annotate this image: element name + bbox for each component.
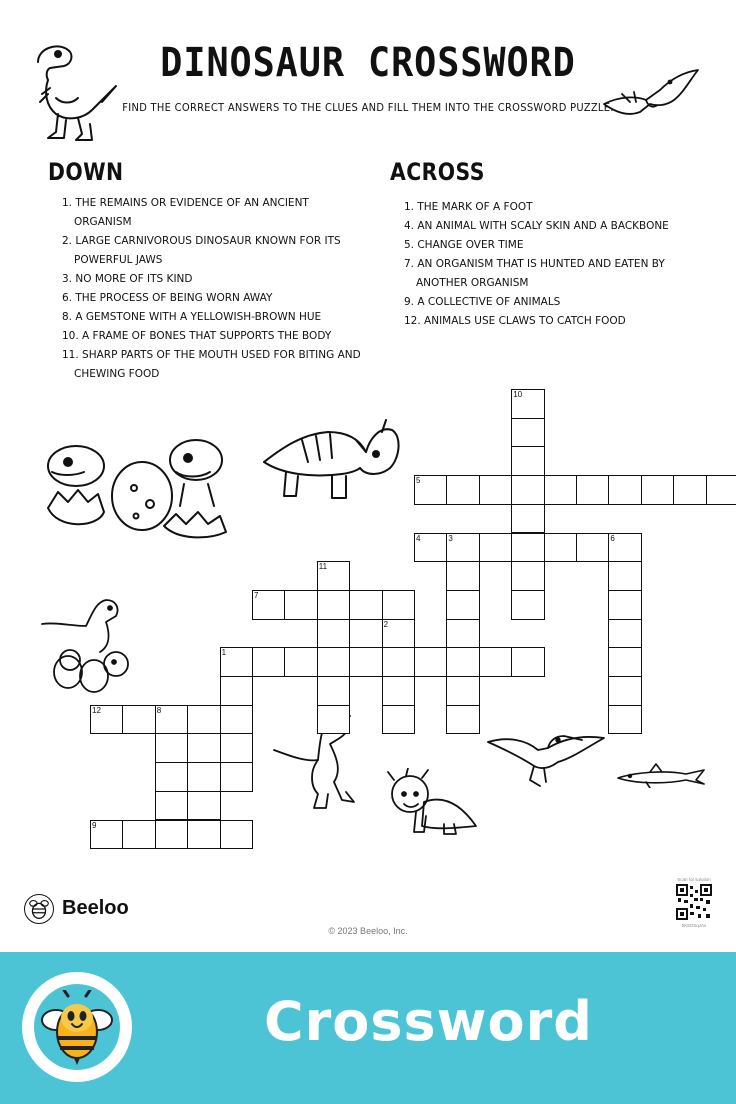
triceratops-illustration	[262, 418, 404, 502]
baby-triceratops-illustration	[386, 768, 480, 838]
crossword-cell[interactable]	[220, 705, 253, 735]
crossword-cell[interactable]	[382, 705, 415, 735]
crossword-cell[interactable]	[122, 820, 155, 850]
crossword-cell[interactable]	[317, 647, 350, 677]
clue-number: 8	[156, 705, 162, 715]
crossword-cell[interactable]	[608, 475, 641, 505]
crossword-cell[interactable]	[511, 418, 544, 448]
fish-reptile-illustration	[616, 760, 706, 788]
crossword-cell[interactable]	[155, 820, 188, 850]
crossword-cell[interactable]	[576, 475, 609, 505]
crossword-cell[interactable]	[382, 647, 415, 677]
bee-icon	[40, 990, 114, 1066]
crossword-cell[interactable]	[706, 475, 736, 505]
clue-number: 1	[221, 648, 227, 658]
down-clue: 10. A FRAME OF BONES THAT SUPPORTS THE BODY	[62, 330, 332, 342]
crossword-cell[interactable]	[382, 590, 415, 620]
crossword-cell[interactable]	[511, 590, 544, 620]
crossword-cell[interactable]	[446, 705, 479, 735]
crossword-cell[interactable]	[155, 733, 188, 763]
crossword-cell[interactable]	[382, 676, 415, 706]
clue-number: 3	[448, 533, 453, 543]
down-clue: 1. THE REMAINS OR EVIDENCE OF AN ANCIENT ORGANISM	[62, 197, 309, 228]
crossword-cell[interactable]	[349, 590, 382, 620]
crossword-cell[interactable]	[187, 820, 220, 850]
crossword-cell[interactable]	[479, 647, 512, 677]
clue-number: 2	[383, 619, 389, 629]
crossword-cell[interactable]	[479, 475, 512, 505]
crossword-cell[interactable]	[608, 590, 641, 620]
crossword-cell[interactable]	[673, 475, 706, 505]
crossword-cell[interactable]	[220, 820, 253, 850]
crossword-cell[interactable]	[220, 733, 253, 763]
crossword-cell[interactable]	[446, 647, 479, 677]
banner-label: Crossword	[264, 990, 593, 1053]
clue-number: 12	[92, 705, 101, 715]
down-clue: 3. NO MORE OF ITS KIND	[62, 273, 193, 285]
down-heading: DOWN	[48, 158, 124, 186]
crossword-cell[interactable]	[511, 504, 544, 534]
crossword-cell[interactable]	[187, 762, 220, 792]
crossword-cell[interactable]	[479, 533, 512, 563]
down-clue: 2. LARGE CARNIVOROUS DINOSAUR KNOWN FOR ITS POWERFUL JAWS	[62, 235, 341, 266]
across-clue: 7. AN ORGANISM THAT IS HUNTED AND EATEN BY ANOTHER ORGANISM	[404, 258, 665, 289]
crossword-cell[interactable]	[187, 791, 220, 821]
flying-pterodactyl-illustration	[486, 728, 606, 792]
crossword-cell[interactable]	[511, 561, 544, 591]
clue-number: 4	[416, 533, 421, 543]
crossword-cell[interactable]	[576, 533, 609, 563]
beeloo-logo-icon	[24, 894, 54, 924]
crossword-cell[interactable]	[511, 446, 544, 476]
crossword-cell[interactable]	[220, 676, 253, 706]
crossword-cell[interactable]	[349, 647, 382, 677]
crossword-cell[interactable]	[608, 561, 641, 591]
clue-number: 6	[610, 533, 615, 543]
crossword-cell[interactable]	[608, 619, 641, 649]
hatching-dinosaurs-illustration	[38, 436, 234, 540]
crossword-cell[interactable]	[608, 705, 641, 735]
crossword-cell[interactable]	[155, 791, 188, 821]
crossword-cell[interactable]	[446, 561, 479, 591]
crossword-cell[interactable]	[446, 619, 479, 649]
crossword-cell[interactable]	[446, 475, 479, 505]
crossword-cell[interactable]	[317, 590, 350, 620]
across-clue: 5. CHANGE OVER TIME	[404, 239, 524, 251]
crossword-cell[interactable]	[317, 676, 350, 706]
down-clue-list	[62, 194, 362, 384]
crossword-cell[interactable]	[511, 533, 544, 563]
across-clue: 9. A COLLECTIVE OF ANIMALS	[404, 296, 561, 308]
crossword-cell[interactable]	[511, 475, 544, 505]
qr-caption-top: Scan for solution	[677, 877, 711, 882]
crossword-cell[interactable]	[511, 647, 544, 677]
across-clue: 4. AN ANIMAL WITH SCALY SKIN AND A BACKBONE	[404, 220, 669, 232]
qr-caption-bottom: bK5OSqJAx	[681, 923, 707, 928]
down-clue: 8. A GEMSTONE WITH A YELLOWISH-BROWN HUE	[62, 311, 322, 323]
down-clue: 11. SHARP PARTS OF THE MOUTH USED FOR BITING AND CHEWING FOOD	[62, 349, 361, 380]
crossword-cell[interactable]	[544, 475, 577, 505]
page-title: DINOSAUR CROSSWORD	[160, 40, 576, 86]
across-clue: 12. ANIMALS USE CLAWS TO CATCH FOOD	[404, 315, 626, 327]
crossword-cell[interactable]	[317, 705, 350, 735]
across-clue-list	[404, 198, 704, 331]
crossword-cell[interactable]	[284, 647, 317, 677]
across-clue: 1. THE MARK OF A FOOT	[404, 201, 533, 213]
crossword-cell[interactable]	[608, 647, 641, 677]
crossword-cell[interactable]	[220, 762, 253, 792]
crossword-cell[interactable]	[414, 647, 447, 677]
copyright-text: © 2023 Beeloo, Inc.	[328, 926, 408, 936]
page-subtitle: FIND THE CORRECT ANSWERS TO THE CLUES AND FILL THEM INTO THE CROSSWORD PUZZLE.	[122, 101, 614, 114]
crossword-cell[interactable]	[187, 705, 220, 735]
clue-number: 9	[92, 820, 97, 830]
brand-name: Beeloo	[62, 897, 129, 919]
crossword-cell[interactable]	[252, 647, 285, 677]
crossword-cell[interactable]	[446, 590, 479, 620]
crossword-cell[interactable]	[608, 676, 641, 706]
crossword-cell[interactable]	[317, 619, 350, 649]
crossword-cell[interactable]	[122, 705, 155, 735]
clue-number: 10	[513, 390, 523, 399]
crossword-cell[interactable]	[641, 475, 674, 505]
crossword-cell[interactable]	[544, 533, 577, 563]
crossword-cell[interactable]	[446, 676, 479, 706]
down-clue: 6. THE PROCESS OF BEING WORN AWAY	[62, 292, 273, 304]
clue-number: 7	[254, 590, 259, 600]
clue-number: 11	[318, 562, 328, 572]
crossword-cell[interactable]	[155, 762, 188, 792]
crossword-cell[interactable]	[284, 590, 317, 620]
qr-code-icon[interactable]	[676, 884, 712, 920]
dinosaur-family-illustration	[40, 594, 136, 696]
across-heading: ACROSS	[390, 158, 485, 186]
clue-number: 5	[416, 476, 421, 486]
